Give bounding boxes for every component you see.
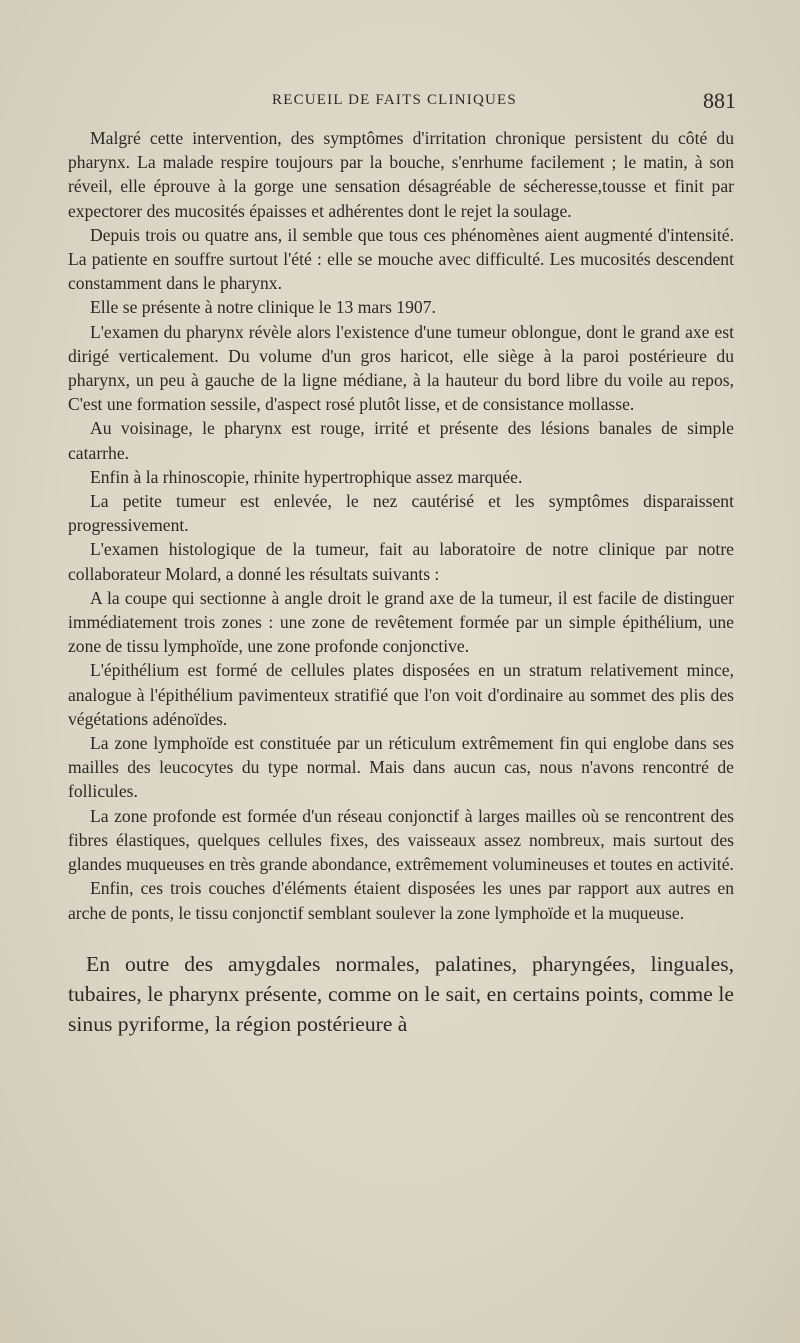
body-text [68, 126, 734, 1039]
paragraph: La zone lymphoïde est constituée par un réticulum extrêmement fin qui englobe dans ses mailles des leucocytes du type normal. Mais dans aucun cas, nous n'avons rencontré de follicules. [68, 733, 734, 802]
paragraph: L'épithélium est formé de cellules plates disposées en un stratum relativement mince, analogue à l'épithélium pavimenteux stratifié que l'on voit d'ordinaire au sommet des plis des végétations adénoïdes. [68, 660, 734, 729]
paragraph: Enfin à la rhinoscopie, rhinite hypertrophique assez marquée. [90, 466, 523, 487]
page-header [68, 88, 736, 118]
page-number: 881 [703, 88, 736, 113]
paragraph: A la coupe qui sectionne à angle droit le grand axe de la tumeur, il est facile de distinguer immédiatement trois zones : une zone de revêtement formée par un simple épithélium, une zone de tissu lymphoïde, une zone profonde conjonctive. [68, 587, 734, 657]
final-paragraph: En outre des amygdales normales, palatines, pharyngées, linguales, tubaires, le pharynx présente, comme on le sait, en certains points, comme le sinus pyriforme, la région postérieure à [68, 951, 734, 1036]
paragraph: Depuis trois ou quatre ans, il semble que tous ces phénomènes aient augmenté d'intensité. La patiente en souffre surtout l'été : elle se mouche avec difficulté. Les mucosités descendent constamment dans le pharynx. [68, 224, 734, 294]
paragraph: Elle se présente à notre clinique le 13 mars 1907. [90, 297, 436, 318]
paragraph: La petite tumeur est enlevée, le nez cautérisé et les symptômes disparaissent progressivement. [68, 491, 734, 536]
paragraph: L'examen histologique de la tumeur, fait au laboratoire de notre clinique par notre collaborateur Molard, a donné les résultats suivants : [68, 539, 734, 584]
paragraph: La zone profonde est formée d'un réseau conjonctif à larges mailles où se rencontrent des fibres élastiques, quelques cellules fixes, des vaisseaux assez nombreux, mais surtout des glandes muqueuses en très grande abondance, extrêmement volumineuses et toutes en activité. [68, 805, 734, 875]
paragraph: Enfin, ces trois couches d'éléments étaient disposées les unes par rapport aux autres en arche de ponts, le tissu conjonctif semblant soulever la zone lymphoïde et la muqueuse. [68, 878, 734, 923]
running-title: RECUEIL DE FAITS CLINIQUES [272, 92, 517, 108]
paragraph: Malgré cette intervention, des symptômes d'irritation chronique persistent du côté du pharynx. La malade respire toujours par la bouche, s'enrhume facilement ; le matin, à son réveil, elle éprouve à la gorge une sensation désagréable de sécheresse,tousse et finit par expectorer des mucosités épaisses et adhérentes dont le rejet la soulage. [68, 128, 734, 221]
paragraph: L'examen du pharynx révèle alors l'existence d'une tumeur oblongue, dont le grand axe est dirigé verticalement. Du volume d'un gros haricot, elle siège à la paroi postérieure du pharynx, un peu à gauche de la ligne médiane, à la hauteur du bord libre du voile au repos, C'est une formation sessile, d'aspect rosé plutôt lisse, et de consistance mollasse. [68, 321, 734, 415]
paragraph: Au voisinage, le pharynx est rouge, irrité et présente des lésions banales de simple catarrhe. [68, 418, 734, 463]
